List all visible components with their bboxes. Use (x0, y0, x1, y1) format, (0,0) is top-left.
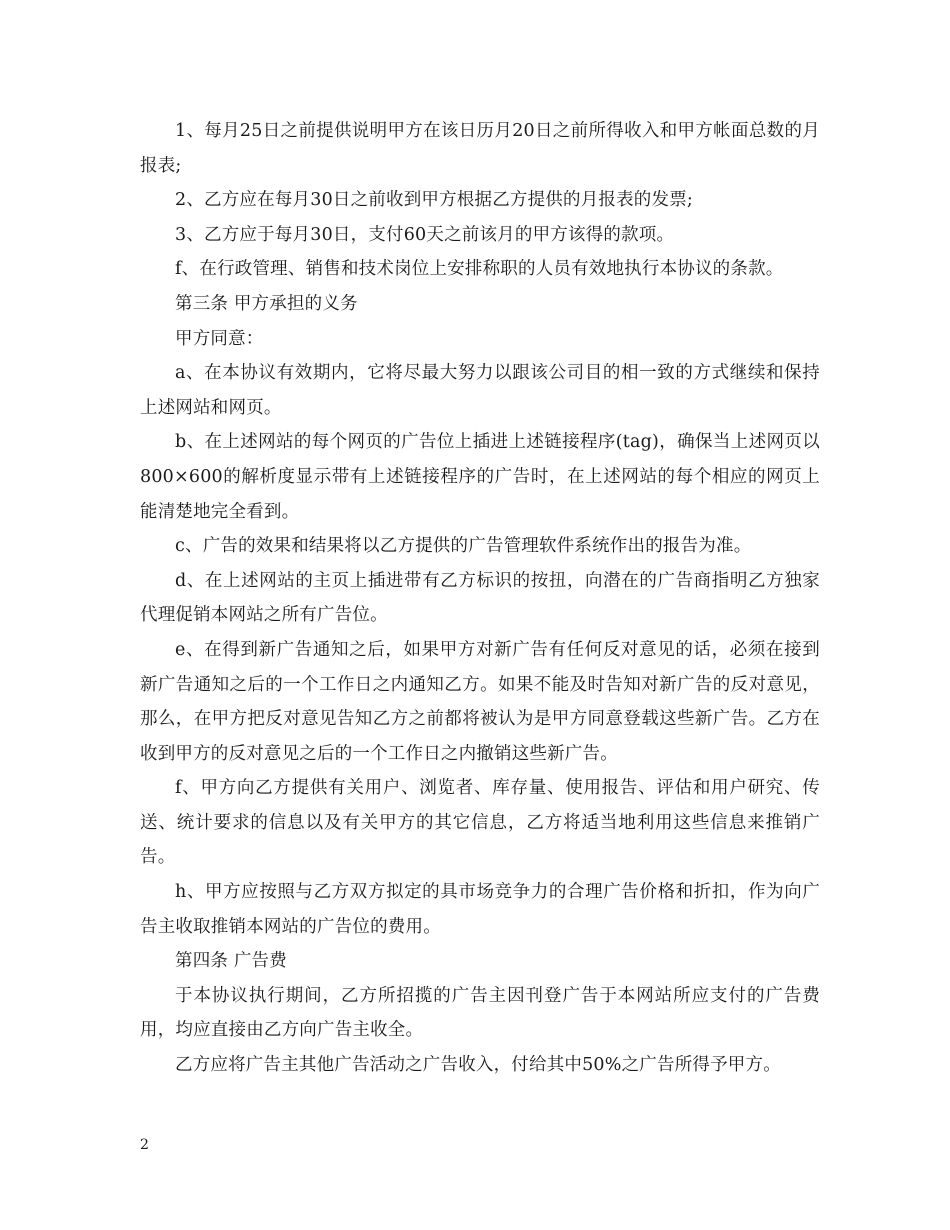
clause-monthly-report: 1、每月25日之前提供说明甲方在该日历月20日之前所得收入和甲方帐面总数的月报表; (140, 121, 820, 176)
clause-h-ad-pricing: h、甲方应按照与乙方双方拟定的具市场竞争力的合理广告价格和折扣，作为向广告主收取推销本网站的广告位的费用。 (140, 882, 820, 937)
clause-a-maintain-website: a、在本协议有效期内，它将尽最大努力以跟该公司目的相一致的方式继续和保持上述网站和网页。 (140, 363, 820, 418)
clause-c-ad-reports: c、广告的效果和结果将以乙方提供的广告管理软件系统作出的报告为准。 (175, 536, 752, 557)
clause-invoice: 2、乙方应在每月30日之前收到甲方根据乙方提供的月报表的发票; (175, 190, 693, 211)
clause-b-insert-tag: b、在上述网站的每个网页的广告位上插进上述链接程序(tag)，确保当上述网页以800×600的解析度显示带有上述链接程序的广告时，在上述网站的每个相应的网页上能清楚地完全看到。 (140, 432, 820, 522)
section-heading-article-4: 第四条 广告费 (175, 951, 287, 972)
party-a-agrees: 甲方同意： (175, 328, 264, 349)
document-body (140, 114, 820, 1083)
section-heading-article-3: 第三条 甲方承担的义务 (175, 293, 358, 314)
clause-e-ad-objection: e、在得到新广告通知之后，如果甲方对新广告有任何反对意见的话，必须在接到新广告通知之后的一个工作日之内通知乙方。如果不能及时告知对新广告的反对意见，那么，在甲方把反对意见告知乙方之前都将被认为是甲方同意登载这些新广告。乙方在收到甲方的反对意见之后的一个工作日之内撤销这些新广告。 (140, 639, 820, 764)
clause-payment: 3、乙方应于每月30日，支付60天之前该月的甲方该得的款项。 (175, 224, 675, 245)
clause-staffing: f、在行政管理、销售和技术岗位上安排称职的人员有效地执行本协议的条款。 (175, 259, 784, 280)
clause-ad-fee-collection: 于本协议执行期间，乙方所招揽的广告主因刊登广告于本网站所应支付的广告费用，均应直接由乙方向广告主收全。 (140, 985, 820, 1041)
page-number: 2 (140, 1137, 149, 1153)
clause-d-homepage-button: d、在上述网站的主页上插进带有乙方标识的按扭，向潜在的广告商指明乙方独家代理促销本网站之所有广告位。 (140, 570, 820, 626)
clause-f-user-info: f、甲方向乙方提供有关用户、浏览者、库存量、使用报告、评估和用户研究、传送、统计要求的信息以及有关甲方的其它信息，乙方将适当地利用这些信息来推销广告。 (140, 778, 820, 868)
clause-revenue-share: 乙方应将广告主其他广告活动之广告收入，付给其中50%之广告所得予甲方。 (175, 1055, 781, 1076)
